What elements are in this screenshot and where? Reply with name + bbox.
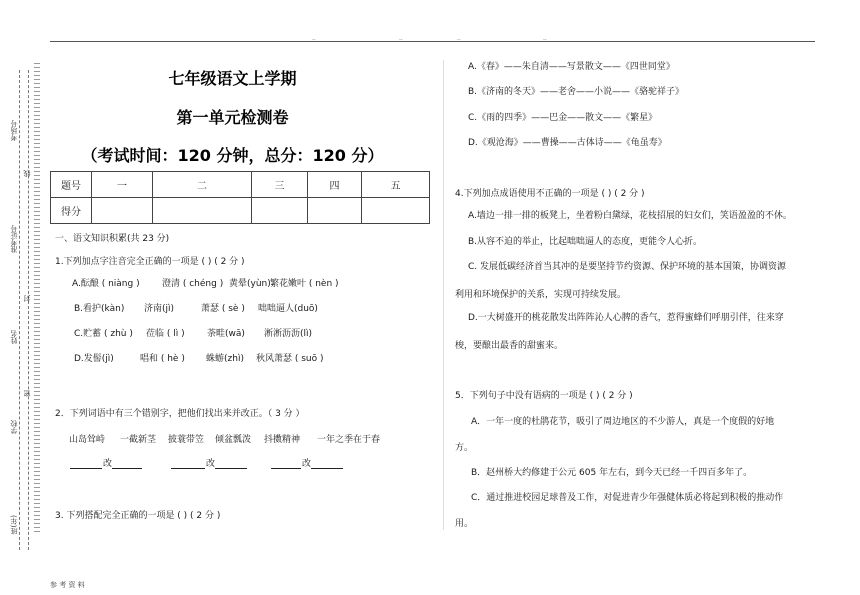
- q1-option-c-1: C.贮蓄 ( zhù ): [74, 329, 133, 339]
- sidebar-label-secret: 密: [23, 390, 31, 397]
- binding-line: [28, 70, 29, 550]
- sidebar-label-line: 线: [23, 170, 31, 177]
- q2-word: 一年之季在于春: [317, 435, 381, 445]
- q2-word: 一截新茎: [120, 435, 157, 445]
- score-cell[interactable]: [362, 198, 430, 224]
- q1-option-a-1: A.酝酿 ( niàng ): [72, 279, 140, 289]
- q3-option-b: B.《济南的冬天》——老舍——小说——《骆驼祥子》: [468, 87, 685, 97]
- header-rule: [50, 41, 815, 42]
- q2-word: 抖擞精神: [264, 435, 301, 445]
- answer-blank[interactable]: [70, 468, 102, 469]
- q1-option-a-2: 澄清 ( chéng ): [162, 279, 224, 289]
- score-cell[interactable]: [92, 198, 153, 224]
- sidebar-label-school: 学校: [10, 420, 18, 434]
- score-table-header: 三: [252, 172, 308, 198]
- score-cell[interactable]: [153, 198, 252, 224]
- exam-info: （考试时间：120 分钟，总分：120 分）: [81, 146, 384, 165]
- q1-option-c-4: 淅淅沥沥(lì): [264, 329, 313, 339]
- column-divider: [443, 60, 444, 530]
- header-dot: ..: [457, 35, 461, 42]
- header-dot: ..: [543, 35, 547, 42]
- q1-option-a-3: 黄晕(yùn): [229, 279, 271, 289]
- score-table-header-row: [51, 172, 430, 198]
- q1-option-d-4: 秋风萧瑟 ( suō ): [256, 354, 324, 364]
- q1-option-d-2: 唱和 ( hè ): [140, 354, 185, 364]
- q1-option-c-2: 莅临 ( lì ): [146, 329, 185, 339]
- answer-blank[interactable]: [271, 468, 301, 469]
- q5-option-c-cont: 用。: [455, 519, 474, 529]
- q1-option-c-3: 荼畦(wā): [207, 329, 245, 339]
- score-table-row-label: 得分: [51, 198, 92, 224]
- q2-word: 倾盆瓢泼: [215, 435, 252, 445]
- q4-option-b: B.从容不迫的举止，比起咄咄逼人的态度，更能令人心折。: [468, 237, 703, 247]
- q4-option-c: C. 发展低碳经济首当其冲的是要坚持节约资源、保护环境的基本国策，协调资源: [468, 262, 787, 272]
- q1-option-b-2: 济南(jì): [144, 304, 175, 314]
- q1-option-d-3: 蛛蝣(zhì): [206, 354, 244, 364]
- correction-label: 改: [103, 459, 113, 469]
- score-cell[interactable]: [308, 198, 362, 224]
- score-table-score-row: [51, 198, 430, 224]
- q1-option-d-1: D.发髻(jì): [74, 354, 114, 364]
- header-dot: ..: [399, 35, 403, 42]
- score-table-header: 一: [92, 172, 153, 198]
- score-table-header: 四: [308, 172, 362, 198]
- q4-option-d-cont: 梭，要酿出最香的甜蜜来。: [455, 341, 564, 351]
- q5-option-a-cont: 方。: [455, 443, 474, 453]
- q4-option-d: D.一大树盛开的桃花散发出阵阵沁人心脾的香气，惹得蜜蜂们呼朋引伴，往来穿: [468, 313, 784, 323]
- q2-word: 披蓑带笠: [168, 435, 205, 445]
- question-3: 3. 下列搭配完全正确的一项是 ( ) ( 2 分 ): [55, 511, 221, 521]
- sidebar-label-exam-id: 准考证号: [10, 225, 18, 253]
- footer-text: 参 考 资 料: [50, 581, 85, 589]
- q1-option-b-3: 萧瑟 ( sè ): [201, 304, 245, 314]
- question-5: 5．下列句子中没有语病的一项是 ( ) ( 2 分 ): [455, 391, 633, 401]
- page-title: 七年级语文上学期: [168, 69, 297, 88]
- q2-word: 山岛耸峙: [69, 435, 106, 445]
- score-cell[interactable]: [252, 198, 308, 224]
- answer-blank[interactable]: [112, 468, 142, 469]
- q1-option-b-1: B.看护(kàn): [74, 304, 125, 314]
- q5-option-b: B．赵州桥大约修建于公元 605 年左右，到今天已经一千四百多年了。: [471, 468, 753, 478]
- q5-option-a: A．一年一度的杜鹃花节，吸引了周边地区的不少游人，真是一个度假的好地: [471, 417, 775, 427]
- score-table-header: 二: [153, 172, 252, 198]
- q3-option-c: C.《雨的四季》——巴金——散文——《繁星》: [468, 113, 658, 123]
- sidebar-label-seal: 封: [23, 295, 31, 302]
- answer-blank[interactable]: [311, 468, 343, 469]
- question-2: 2．下列词语中有三个错别字，把他们找出来并改正。（ 3 分 ）: [55, 409, 305, 419]
- q3-option-a: A.《春》——朱自清——写景散文——《四世同堂》: [468, 62, 675, 72]
- score-table-header: 题号: [51, 172, 92, 198]
- answer-blank[interactable]: [215, 468, 247, 469]
- correction-label: 改: [206, 459, 216, 469]
- section-heading: 一、语文知识积累(共 23 分): [55, 234, 170, 244]
- answer-blank[interactable]: [171, 468, 205, 469]
- binding-line: [19, 70, 20, 550]
- q4-option-c-cont: 利用和环境保护的关系，实现可持续发展。: [455, 290, 627, 300]
- header-dot: ..: [312, 35, 316, 42]
- page-subtitle: 第一单元检测卷: [176, 108, 289, 127]
- question-1: 1.下列加点字注音完全正确的一项是 ( ) ( 2 分 ): [55, 257, 245, 267]
- score-table: [50, 171, 430, 224]
- q4-option-a: A.墙边一排一排的板凳上，坐着粉白黛绿，花枝招展的妇女们，笑语盈盈的不休。: [468, 211, 792, 221]
- sidebar-label-class: 班(年): [10, 515, 18, 535]
- binding-pattern: [34, 62, 40, 532]
- correction-label: 改: [302, 459, 312, 469]
- sidebar-label-exam-room: 考场号: [10, 120, 18, 141]
- question-4: 4.下列加点成语使用不正确的一项是 ( ) ( 2 分 ): [455, 189, 645, 199]
- sidebar-label-name: 姓名: [10, 330, 18, 344]
- score-table-header: 五: [362, 172, 430, 198]
- q1-option-a-4: 繁花嫩叶 ( nèn ): [270, 279, 339, 289]
- q3-option-d: D.《观沧海》——曹操——古体诗——《龟虽寿》: [468, 138, 667, 148]
- q5-option-c: C．通过推进校园足球普及工作，对促进青少年强健体质必将起到积极的推动作: [471, 493, 784, 503]
- q1-option-b-4: 咄咄逼人(duō): [258, 304, 318, 314]
